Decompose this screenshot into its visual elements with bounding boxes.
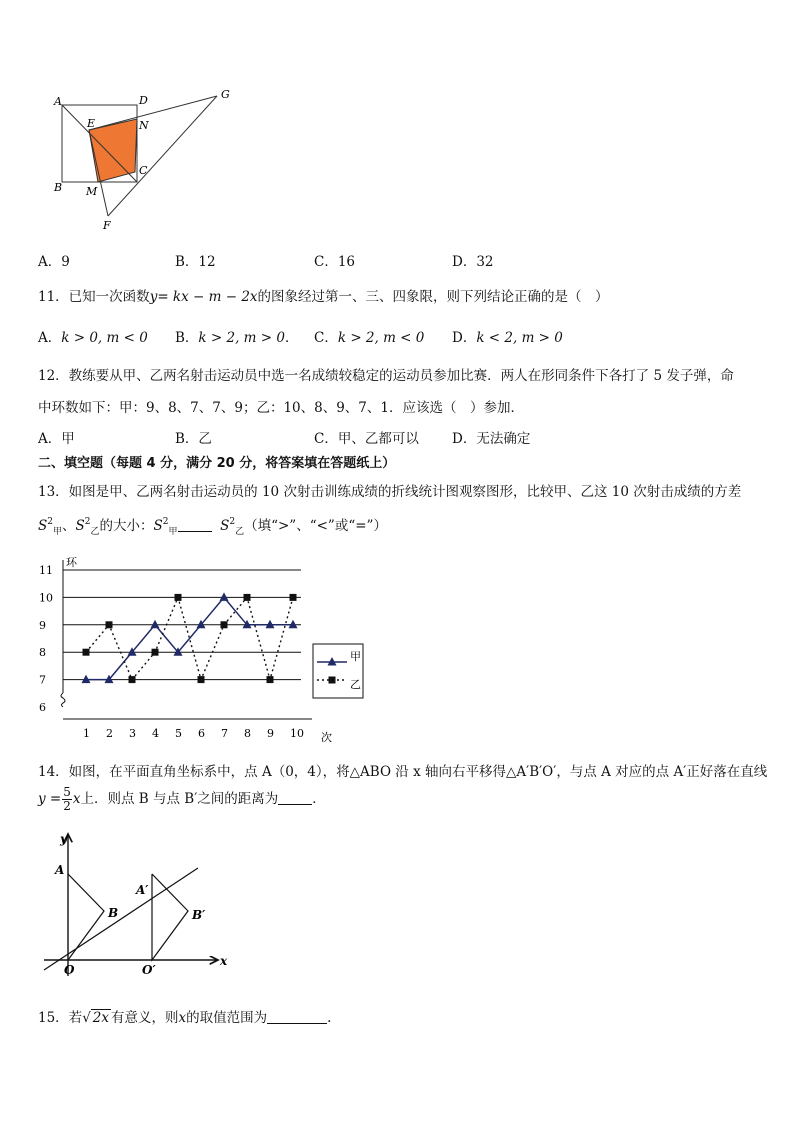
legend-label: 甲: [350, 650, 361, 663]
q13-answer-blank[interactable]: [178, 517, 212, 532]
label-B-prime: B′: [192, 908, 206, 922]
label-B: B: [108, 906, 119, 920]
q11-prefix: 11．已知一次函数: [38, 289, 150, 305]
q11-formula: = kx − m − 2x: [157, 289, 258, 305]
y-tick-label: 11: [39, 564, 53, 577]
label-M: M: [86, 185, 98, 198]
y-tick-label: 10: [39, 591, 53, 605]
label-O-prime: O′: [142, 963, 156, 977]
data-point-triangle: [151, 620, 160, 629]
x-tick-label: 7: [221, 727, 228, 740]
data-point-square: [290, 594, 297, 601]
label-y: y: [60, 832, 67, 846]
label-E: E: [87, 117, 96, 130]
q11-suffix: 的图象经过第一、三、四象限，则下列结论正确的是（ ）: [257, 289, 609, 305]
q10-option-a: A．9: [38, 254, 70, 270]
y-tick-label: 9: [39, 618, 46, 632]
x-tick-label: 2: [106, 727, 113, 740]
legend-label: 乙: [350, 678, 361, 691]
label-N: N: [139, 119, 149, 132]
data-point-triangle: [266, 620, 275, 629]
legend-marker: [329, 677, 336, 684]
q12-option-d: D．无法确定: [452, 431, 531, 447]
data-point-square: [244, 594, 251, 601]
x-tick-label: 5: [175, 727, 182, 740]
data-point-triangle: [220, 592, 229, 601]
label-O: O: [64, 963, 75, 977]
q13-line1: 13．如图是甲、乙两名射击运动员的 10 次射击训练成绩的折线统计图观察图形，比较甲、乙这 10 次射击成绩的方差: [38, 484, 742, 500]
x-tick-label: 10: [290, 727, 304, 740]
q11-stem: [38, 285, 609, 305]
x-tick-label: 4: [152, 727, 159, 740]
label-A: A: [54, 95, 62, 108]
triangle-abo: [68, 874, 104, 960]
q11-option-b: B．k > 2, m > 0．: [175, 330, 299, 346]
q14-line2: y = $\frac{5}{2}$ x上．则点 B 与点 B′之间的距离为 ．: [38, 785, 326, 813]
axis-break-mark: [61, 693, 65, 707]
q11-option-d: D．k < 2, m > 0: [452, 330, 563, 346]
q14-coordinate-figure: [38, 828, 238, 980]
data-point-square: [106, 621, 113, 628]
x-tick-label: 6: [198, 727, 205, 740]
q12-option-c: C．甲、乙都可以: [314, 431, 419, 447]
x-tick-label: 8: [244, 727, 251, 740]
label-D: D: [139, 94, 148, 107]
label-G: G: [221, 88, 230, 101]
y-tick-label: 6: [39, 701, 46, 714]
label-B: B: [54, 181, 63, 194]
x-tick-label: 3: [129, 727, 136, 740]
q13-line2: $S^2_甲$、$S^2_乙$的大小：$S^2_甲$ $S^2_乙$（填“>”、“<”或“=”）: [38, 517, 387, 537]
data-point-triangle: [82, 675, 91, 684]
data-point-triangle: [289, 620, 298, 629]
x-tick-label: 9: [267, 727, 274, 740]
q10-option-c: C．16: [314, 254, 356, 270]
q10-option-b: B．12: [175, 254, 216, 270]
label-x: x: [220, 954, 228, 968]
q15-answer-blank[interactable]: [267, 1009, 327, 1024]
q14-line1: 14．如图，在平面直角坐标系中，点 A（0，4），将△ABO 沿 x 轴向右平移得△A′B′O′，与点 A 对应的点 A′正好落在直线: [38, 764, 768, 780]
x-tick-label: 1: [83, 727, 90, 740]
line-through-origin: [44, 868, 198, 970]
q12-option-b: B．乙: [175, 431, 212, 447]
y-axis-label: 环: [66, 556, 77, 569]
y-tick-label: 8: [39, 646, 46, 660]
q12-line2: 中环数如下：甲：9、8、7、7、9；乙：10、8、9、7、1．应该选（ ）参加．: [38, 400, 524, 416]
series-line-0: [86, 597, 293, 679]
data-point-square: [221, 621, 228, 628]
q11-formula-y: y: [149, 289, 158, 305]
q13-line-chart: [28, 552, 361, 747]
q11-option-a: A．k > 0, m < 0: [38, 330, 148, 346]
q12-option-a: A．甲: [38, 431, 75, 447]
q11-option-c: C．k > 2, m < 0: [314, 330, 425, 346]
data-point-square: [152, 649, 159, 656]
line-e-g: [89, 96, 217, 130]
data-point-square: [198, 676, 205, 683]
section-title: 二、填空题（每题 4 分，满分 20 分，将答案填在答题纸上）: [38, 456, 396, 471]
x-axis-label: 次: [321, 731, 332, 744]
data-point-square: [129, 676, 136, 683]
data-point-square: [175, 594, 182, 601]
y-tick-label: 7: [39, 673, 46, 687]
q15-radical: 2x: [92, 1010, 109, 1026]
q15-stem: 15．若√ 2x 有意义，则x的取值范围为 .: [38, 1010, 332, 1026]
q12-line1: 12．教练要从甲、乙两名射击运动员中选一名成绩较稳定的运动员参加比赛．两人在形同条件下各打了 5 发子弹，命: [38, 368, 734, 384]
label-F: F: [103, 219, 111, 232]
q10-option-d: D．32: [452, 254, 494, 270]
label-C: C: [139, 164, 148, 177]
q14-answer-blank[interactable]: [278, 790, 312, 805]
label-A-prime: A′: [136, 883, 149, 897]
q10-geometry-figure: [40, 78, 250, 238]
label-A: A: [55, 863, 65, 877]
data-point-square: [267, 676, 274, 683]
data-point-square: [83, 649, 90, 656]
